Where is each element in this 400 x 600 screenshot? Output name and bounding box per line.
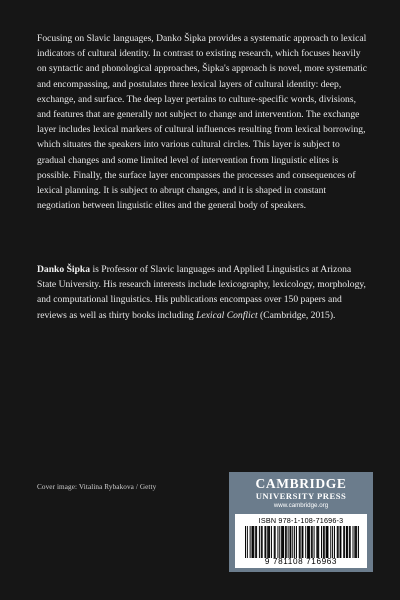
barcode-bar [323,526,324,558]
barcode-bar [274,526,275,558]
barcode-bar [353,526,354,558]
barcode-bar [330,526,331,558]
barcode-bar [300,526,301,558]
barcode-bar [347,526,348,558]
barcode-bar [305,526,306,558]
barcode-bar [358,526,359,558]
barcode-bar [277,526,278,558]
barcode-bar [332,526,333,558]
barcode-area [235,514,367,568]
barcode-bar [302,526,303,558]
barcode-icon [245,526,359,558]
barcode-bar [253,526,254,558]
barcode-bar [255,526,256,558]
barcode-bar [312,526,313,558]
barcode-bar [324,526,325,558]
barcode-bar [259,526,260,558]
barcode-bar [299,526,300,558]
publisher-name: CAMBRIDGE [255,476,347,491]
cover-image-credit: Cover image: Vitalina Rybakova / Getty [37,483,157,491]
barcode-bar [311,526,312,558]
barcode-bar [317,526,318,558]
publisher-panel [229,472,373,572]
author-bio [37,262,367,323]
publisher-url: www.cambridge.org [273,502,329,509]
barcode-bar [252,526,253,558]
barcode-bar [340,526,341,558]
publisher-subname: UNIVERSITY PRESS [255,491,347,501]
barcode-bar [268,526,269,558]
barcode-bar [350,526,351,558]
barcode-bar [290,526,291,558]
barcode-bar [309,526,310,558]
barcode-bar [355,526,356,558]
barcode-bar [327,526,328,558]
barcode-bar [327,526,328,558]
barcode-bar [343,526,344,558]
barcode-bar [296,526,297,558]
barcode-bar [262,526,263,558]
barcode-bar [289,526,290,558]
barcode-bar [267,526,268,558]
barcode-bar [338,526,339,558]
barcode-bar [321,526,322,558]
barcode-bar [261,526,262,558]
barcode-bar [251,526,252,558]
barcode-bar [337,526,338,558]
barcode-bar [281,526,282,558]
barcode-bar [271,526,272,558]
barcode-bar [349,526,350,558]
barcode-bar [308,526,309,558]
barcode-bar [316,526,317,558]
barcode-bar [314,526,315,558]
barcode-bar [265,526,266,558]
barcode-bar [285,526,286,558]
barcode-bar [292,526,293,558]
author-name: Danko Šipka [37,264,91,275]
barcode-bar [354,526,355,558]
author-bio-tail: (Cambridge, 2015). [257,309,336,321]
barcode-bar [286,526,287,558]
barcode-bar [282,526,283,558]
barcode-bar [302,526,303,558]
barcode-bar [250,526,251,558]
barcode-bar [283,526,284,558]
isbn-label: ISBN 978-1-108-71696-3 [258,516,344,525]
barcode-bar [264,526,265,558]
author-bio-text: is Professor of Slavic languages and Applied Linguistics at Arizona State University. His research interests include lexicography, lexicology, morphology, and computational linguistics. His publications encompass over 150 papers and reviews as well as thirty books including [37,264,366,321]
barcode-bar [256,526,257,558]
barcode-bar [288,526,289,558]
barcode-bar [307,526,308,558]
barcode-bar [245,526,246,558]
barcode-bar [247,526,248,558]
barcode-bar [340,526,341,558]
book-description: Focusing on Slavic languages, Danko Šipka provides a systematic approach to lexical indicators of cultural identity. In contrast to existing research, which focuses heavily on syntactic and phonological approaches, Šipka's approach is novel, more systematic and encompassing, and postulates three lexical layers of cultural identity: deep, exchange, and surface. The deep layer pertains to culture-specific words, divisions, and features that are generally not subject to change and intervention. The exchange layer includes lexical markers of cultural influences resulting from lexical borrowing, which situates the speakers into various cultural circles. This layer is subject to gradual changes and some limited level of intervention from linguistic elites is possible. Finally, the surface layer encompasses the processes and consequences of lexical planning. It is subject to abrupt changes, and it is shaped in constant negotiation between linguistic elites and the general body of speakers. [37,33,367,212]
barcode-bar [326,526,327,558]
barcode-bar [294,526,295,558]
barcode-bar [356,526,357,558]
barcode-bar [334,526,335,558]
barcode-bar [275,526,276,558]
barcode-bar [344,526,345,558]
barcode-bar [346,526,347,558]
referenced-book-title: Lexical Conflict [196,309,258,321]
barcode-bar [279,526,280,558]
barcode-bar [318,526,319,558]
barcode-digits: 9 781108 716963 [264,557,338,566]
barcode-bar [269,526,270,558]
